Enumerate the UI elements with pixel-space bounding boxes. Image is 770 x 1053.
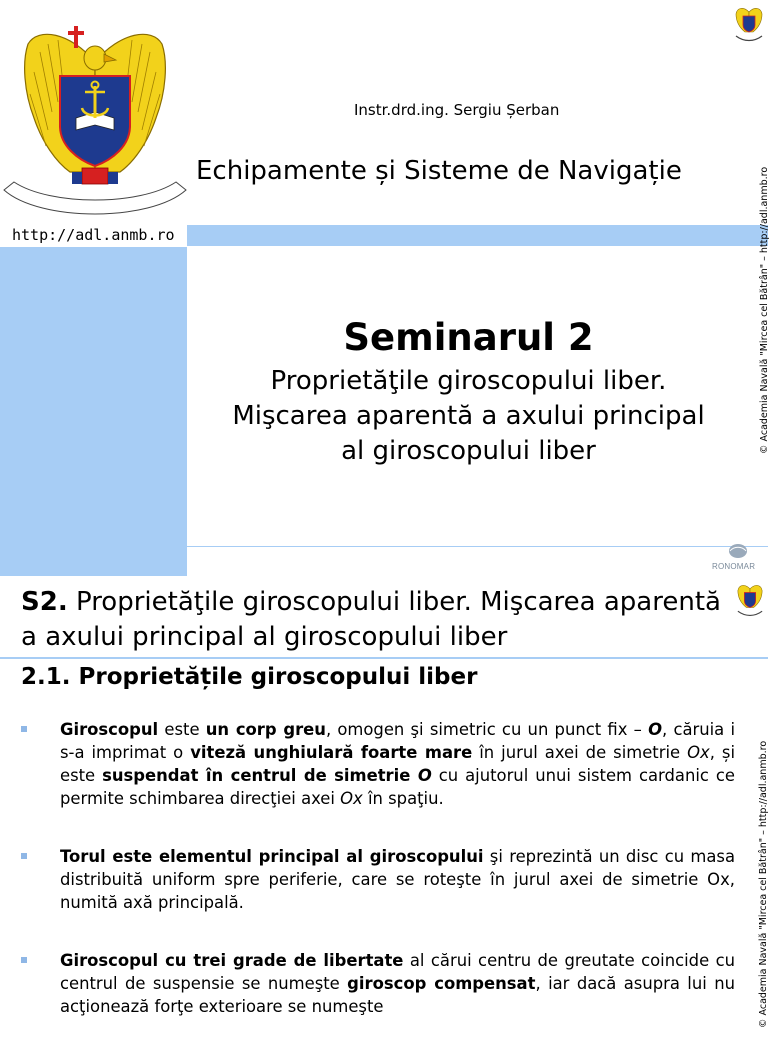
- bullet-item: [21, 949, 735, 1018]
- naval-academy-small-crest-icon: [734, 6, 764, 42]
- copyright-text: © Academia Navală "Mircea cel Bătrân" – http://adl.anmb.ro: [759, 166, 770, 454]
- bullet-text-run: Giroscopul: [60, 720, 159, 739]
- copyright-side-text: [756, 698, 770, 1028]
- slide-content: [0, 578, 769, 1028]
- subtitle-line: Proprietăţile giroscopului liber.: [270, 366, 667, 396]
- heading-prefix: S2.: [21, 587, 68, 617]
- naval-academy-crest-logo: [0, 22, 190, 222]
- bullet-text-run: în spaţiu.: [362, 789, 444, 808]
- bullet-text-run: , căruia i s-a imprimat o: [60, 720, 736, 762]
- seminar-title: Seminarul 2: [343, 316, 594, 359]
- bullet-marker-icon: [21, 726, 27, 732]
- bullet-item: [21, 845, 735, 914]
- author-name: Instr.drd.ing. Sergiu Șerban: [354, 101, 560, 119]
- bullet-item: [21, 718, 735, 810]
- slide-heading: [21, 585, 731, 655]
- copyright-text: © Academia Navală "Mircea cel Bătrân" – http://adl.anmb.ro: [758, 740, 769, 1028]
- bullet-text-run: Ox: [687, 743, 710, 762]
- bullet-text-run: Ox: [340, 789, 363, 808]
- bullet-text-run: Giroscopul cu trei grade de libertate: [60, 951, 404, 970]
- footer-divider: [187, 546, 768, 547]
- bullet-text-run: , și este: [60, 743, 736, 785]
- subtitle-line: al giroscopului liber: [341, 436, 596, 466]
- heading-text: Proprietăţile giroscopului liber. Mişcarea aparentă a axului principal al giroscopului liber: [21, 587, 721, 652]
- header-band: [187, 225, 768, 246]
- bullet-marker-icon: [21, 853, 27, 859]
- bullet-text-run: O: [648, 720, 663, 739]
- bullet-text-run: suspendat în centrul de simetrie: [102, 766, 418, 785]
- bullet-text-run: este: [158, 720, 206, 739]
- bullet-text-run: şi reprezintă un disc cu masa distribuită uniform spre periferie, care se roteşte în jurul axei de simetrie Ox, numită axă principală.: [60, 847, 735, 912]
- heading-divider: [0, 657, 768, 659]
- ronomar-logo-text: RONOMAR: [712, 562, 756, 571]
- bullet-text-run: al cărui centru de greutate coincide cu centrul de suspensie se numeşte: [60, 951, 735, 993]
- website-url: http://adl.anmb.ro: [12, 226, 175, 244]
- bullet-text-run: Torul este elementul principal al giroscopului: [60, 847, 484, 866]
- copyright-side-text: [758, 124, 770, 454]
- bullet-text-run: în jurul axei de simetrie: [472, 743, 688, 762]
- section-title: 2.1. Proprietățile giroscopului liber: [21, 664, 478, 690]
- bullet-text-run: , omogen şi simetric cu un punct fix –: [325, 720, 649, 739]
- bullet-text-run: un corp greu: [205, 720, 326, 739]
- bullet-text-run: viteză unghiulară foarte mare: [190, 743, 473, 762]
- seminar-subtitle: [187, 364, 750, 469]
- bullet-text-run: , iar dacă asupra lui nu acţionează forţe exterioare se numeşte: [60, 974, 735, 1016]
- bullet-list: [21, 718, 735, 1053]
- bullet-text-run: cu ajutorul unui sistem cardanic ce permite schimbarea direcţiei axei: [60, 766, 735, 808]
- bullet-text-run: O: [417, 766, 432, 785]
- course-title: Echipamente și Sisteme de Navigație: [196, 156, 682, 186]
- subtitle-line: Mişcarea aparentă a axului principal: [232, 401, 705, 431]
- bullet-marker-icon: [21, 957, 27, 963]
- bullet-text-run: giroscop compensat: [347, 974, 536, 993]
- left-decor-block: [0, 247, 187, 576]
- naval-academy-small-crest-icon: [736, 583, 764, 617]
